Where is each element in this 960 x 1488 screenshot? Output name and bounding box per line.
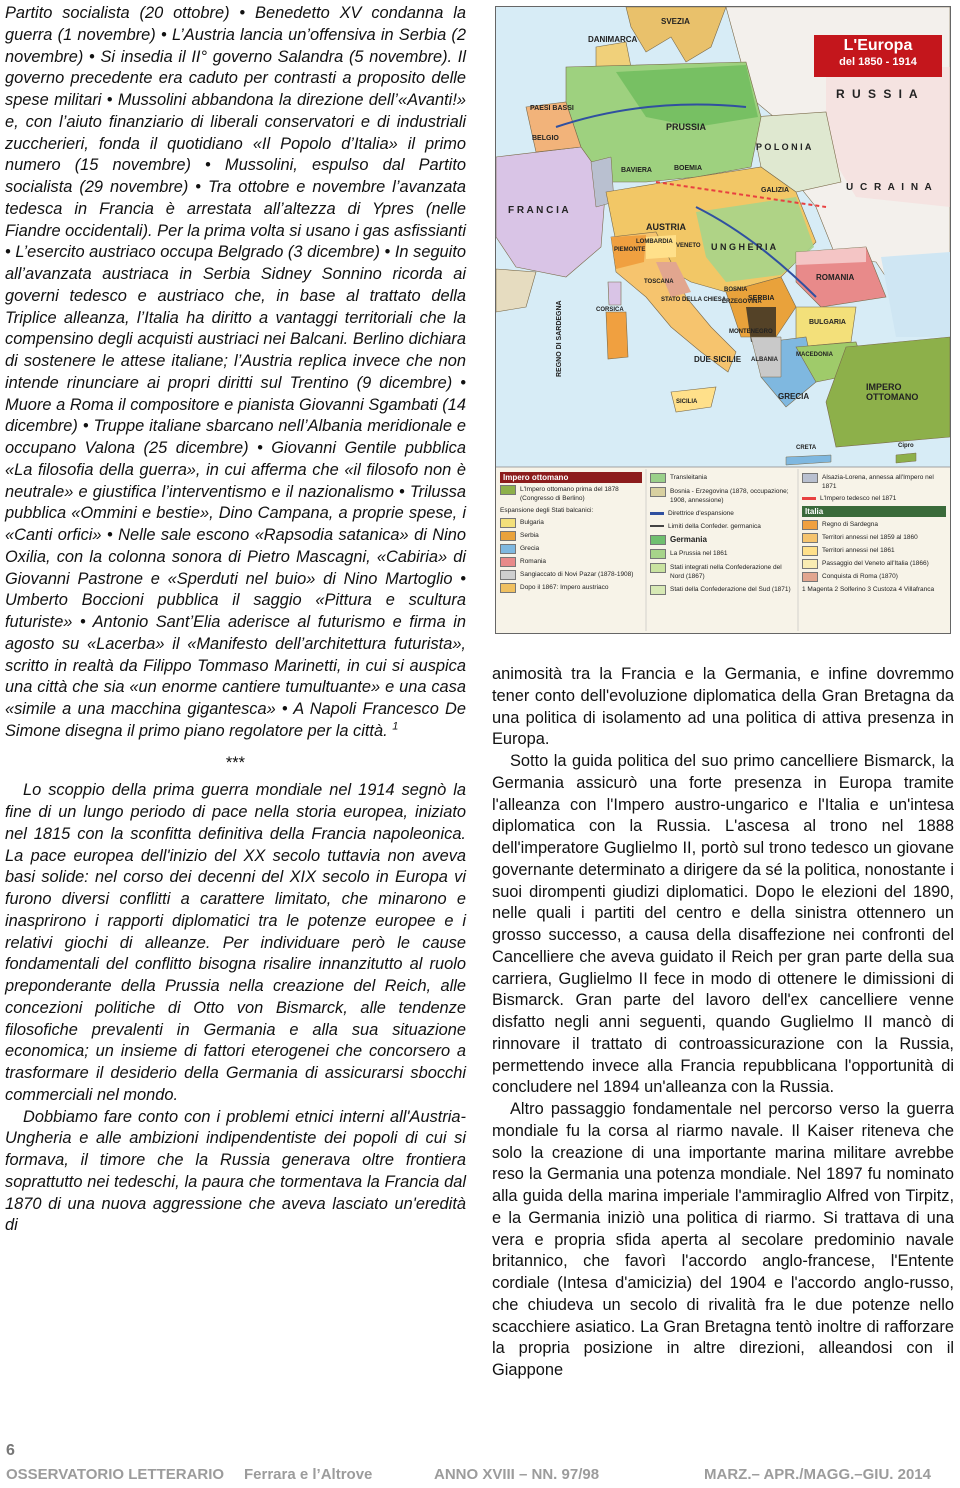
legend-item <box>500 506 642 515</box>
legend-swatch <box>500 544 516 554</box>
legend-label: Dopo il 1867: Impero austriaco <box>520 584 609 591</box>
label-sicilia: SICILIA <box>676 399 698 405</box>
legend-swatch <box>500 518 516 528</box>
legend-label: 1 Magenta 2 Solferino 3 Custoza 4 Villafranca <box>802 586 935 593</box>
legend-item <box>500 531 642 541</box>
legend-item <box>650 522 794 531</box>
legend-item <box>802 559 946 569</box>
legend-item <box>650 487 794 505</box>
label-romania: ROMANIA <box>816 273 855 282</box>
map-title-line-2: del 1850 - 1914 <box>839 56 917 68</box>
label-veneto: VENETO <box>676 243 701 249</box>
label-creta: CRETA <box>796 445 817 451</box>
legend-label: Territori annessi nel 1861 <box>822 547 895 554</box>
legend-swatch <box>650 525 664 527</box>
label-grecia: GRECIA <box>778 392 810 401</box>
legend-label: Passaggio del Veneto all'Italia (1866) <box>822 560 929 567</box>
map-title-line-1: L'Europa <box>843 37 913 54</box>
legend-label: L'Impero ottomano prima del 1878 (Congresso di Berlino) <box>520 486 619 502</box>
footer-place: Ferrara e l’Altrove <box>244 1466 373 1483</box>
legend-swatch <box>650 563 666 573</box>
label-albania: ALBANIA <box>751 357 778 363</box>
legend-swatch <box>802 497 816 500</box>
label-prussia: PRUSSIA <box>666 122 707 132</box>
legend-swatch <box>500 570 516 580</box>
legend-swatch <box>802 559 818 569</box>
label-ungheria: U N G H E R I A <box>711 242 777 252</box>
legend-swatch <box>650 487 666 497</box>
legend-item <box>650 473 794 483</box>
legend-label: Limiti della Confeder. germanica <box>668 523 761 530</box>
legend-item <box>500 518 642 528</box>
legend-label: Bulgaria <box>520 519 544 526</box>
label-toscana: TOSCANA <box>644 279 674 285</box>
legend-swatch <box>650 512 664 515</box>
legend-swatch <box>500 583 516 593</box>
right-paragraph-1: animosità tra la Francia e la Germania, e infine dovremmo tener conto dell'evoluzione diplomatica della Gran Bretagna da una politica di isolamento ad una politica di attiva presenza in Europa. <box>492 665 954 749</box>
article-paragraph-1: Lo scoppio della prima guerra mondiale nel 1914 segnò la fine di un lungo periodo di pace nella storia europea, iniziato nel 1815 con la sconfitta definitiva della Francia napoleonica. La pace europea dell'inizio del XX secolo tuttavia non aveva basi solide: nel corso dei decenni del XIX secolo in Europa vi furono diversi conflitti a carattere limitato, che minarono e inasprirono i rapporti diplomatici tra le potenze europee e i relativi giochi di alleanze. Per individuare però le cause fondamentali del conflitto bisogna risalire innanzitutto al ruolo preponderante della Prussia nella creazione del Reich, alle concezioni politiche di Otto von Bismarck, alle tendenze filosofiche prevalenti in Germania e alla sua situazione economica; un insieme di fattori eterogenei che concorsero a trasformare il desiderio della Germania di assicurarsi sbocchi commerciali nel mondo. <box>5 781 466 1104</box>
legend-swatch <box>802 546 818 556</box>
label-polonia: P O L O N I A <box>756 142 812 152</box>
label-serbia: SERBIA <box>748 295 775 302</box>
label-erzegovina: ERZEGOVINA <box>722 299 762 305</box>
label-piemonte: PIEMONTE <box>614 247 646 253</box>
legend-swatch <box>650 535 666 545</box>
legend-swatch <box>650 549 666 559</box>
footer-date: MARZ.– APR./MAGG.–GIU. 2014 <box>704 1466 931 1483</box>
legend-item <box>802 533 946 543</box>
label-impero-ottomano: IMPERO OTTOMANO <box>866 382 919 402</box>
legend-item <box>500 544 642 554</box>
label-due-sicilie: DUE SICILIE <box>694 355 742 364</box>
legend-right <box>802 473 946 597</box>
legend-label: Alsazia-Lorena, annessa all'Impero nel 1871 <box>822 474 934 490</box>
label-svezia: SVEZIA <box>661 17 690 26</box>
chronology-text: Partito socialista (20 ottobre) • Benedetto XV condanna la guerra (1 novembre) • L’Austria lancia un’offensiva in Serbia (2 novembre) • Si insedia il II° governo Salandra (5 novembre). Il governo precedente era caduto per contrasti a proposito delle spese militari • Mussolini abbandona la direzione dell’«Avanti!» e, con l’aiuto finanziario di liberali conservatori e di industriali zuccherieri, fonda il quotidiano «Il Popolo d’Italia» il primo numero (15 novembre) • Mussolini, espulso dal Partito socialista (29 novembre) • Tra ottobre e novembre l’avanzata tedesca in Francia è arrestata all’altezza di Ypres (nelle Fiandre occidentali). Per la prima volta si usano i gas asfissianti • L’esercito austriaco occupa Belgrado (3 dicembre) • In seguito all’avanzata austriaca in Serbia Sidney Sonnino ricorda ai governi tedesco e austriaco che, in base al trattato della Triplice alleanza, l’Italia ha diritto a vantaggi territoriali che la compensino degli acquisti austriaci nei Balcani. Berlino dichiara di sostenere le attese italiane; l’Austria replica invece che non intende rinunciare ai propri diritti sul Trentino (9 dicembre) • Muore a Roma il compositore e pianista Giovanni Sgambati (14 dicembre) • Truppe italiane sbarcano nell’Albania meridionale e occupano Valona (25 dicembre) • Giovanni Gentile pubblica «La filosofia della guerra», in cui afferma che «il filosofo non è neutrale» e giustifica l’interventismo e il nazionalismo • Trilussa pubblica «Ommini e bestie», Dino Campana, a proprie spese, i «Canti orfici» • Nelle sale escono «Rapsodia satanica» di Nino Oxilia, con la colonna sonora di Pietro Mascagni, «Cabiria» di Giovanni Pastrone e «Sperduti nel buio» di Nino Martoglio • Umberto Boccioni pubblica il saggio «Pittura e scultura futuriste» • Antonio Sant’Elia aderisce al futurismo e firma in agosto su «Lacerba» il «Manifesto dell’architettura futurista», scritto in realtà da Filippo Tommaso Marinetti, in cui si auspica una città che sia «un enorme cantiere tumultuante» e una casa «simile a una macchina gigantesca» • A Napoli Francesco De Simone disegna il primo piano regolatore per la città. <box>5 4 466 740</box>
label-bulgaria: BULGARIA <box>809 319 846 326</box>
legend-label: L'Impero tedesco nel 1871 <box>820 495 897 502</box>
label-baviera: BAVIERA <box>621 167 652 174</box>
label-bosnia: BOSNIA <box>724 287 748 293</box>
legend-label: Bosnia - Erzegovina (1878, occupazione; 1908, annessione) <box>670 488 789 504</box>
europe-map <box>495 6 951 634</box>
map-legend <box>496 469 950 633</box>
legend-item <box>802 520 946 530</box>
footer-journal: OSSERVATORIO LETTERARIO <box>6 1466 225 1483</box>
label-cipro: Cipro <box>898 443 914 449</box>
legend-label: Germania <box>670 535 707 544</box>
page-number: 6 <box>6 1442 15 1459</box>
legend-item <box>802 494 946 503</box>
legend-item <box>802 546 946 556</box>
label-danimarca: DANIMARCA <box>588 35 638 44</box>
page-footer <box>6 1462 956 1486</box>
legend-left-header: Impero ottomano <box>500 472 642 483</box>
label-lombardia: LOMBARDIA <box>636 239 673 245</box>
legend-item <box>500 570 642 580</box>
label-paesi-bassi: PAESI BASSI <box>530 105 574 112</box>
legend-middle <box>650 473 794 599</box>
right-paragraph-3: Altro passaggio fondamentale nel percorso verso la guerra mondiale fu la corsa al riarmo navale. Il Kaiser riteneva che solo la creazione di una importante marina militare avrebbe reso la Germania una potenza mondiale. Nel 1897 fu nominato alla guida della marina imperiale l'ammiraglio Alfred von Tirpitz, e la Germania iniziò una politica di riarmo. Si trattava di una vera e propria sfida aperta al secolare predominio navale britannico, che favorì l'accordo anglo-francese, l'Entente cordiale (Intesa d'amicizia) del 1904 e l'accordo anglo-russo, che chiudeva un secolo di rivalità fra le due potenze nello scacchiere asiatico. La Gran Bretagna tentò inoltre di rafforzare la propria posizione in altre direzioni, alleandosi con il Giappone <box>492 1100 954 1379</box>
label-belgio: BELGIO <box>532 135 559 142</box>
label-francia: F R A N C I A <box>508 205 569 216</box>
legend-item <box>802 572 946 582</box>
label-stato-chiesa: STATO DELLA CHIESA <box>661 297 727 303</box>
legend-label: Grecia <box>520 545 540 552</box>
legend-item <box>802 506 946 517</box>
legend-label: Italia <box>805 507 824 516</box>
legend-label: Stati della Confederazione del Sud (1871) <box>670 586 791 593</box>
legend-label: Romania <box>520 558 547 565</box>
legend-label: Sangiaccato di Novi Pazar (1878-1908) <box>520 571 634 578</box>
legend-item <box>650 585 794 595</box>
label-russia: R U S S I A <box>836 87 920 101</box>
chronology-paragraph <box>5 3 466 743</box>
footer-issue: ANNO XVIII – NN. 97/98 <box>434 1466 600 1483</box>
legend-item <box>650 509 794 518</box>
left-column <box>5 3 466 1237</box>
legend-swatch <box>650 473 666 483</box>
label-corsica: CORSICA <box>596 307 624 313</box>
legend-swatch <box>802 520 818 530</box>
section-separator: *** <box>225 753 246 772</box>
legend-label: Stati integrati nella Confederazione del Nord (1867) <box>670 564 782 580</box>
legend-item <box>500 485 642 503</box>
legend-label: Conquista di Roma (1870) <box>822 573 898 580</box>
legend-label: La Prussia nel 1861 <box>670 550 728 557</box>
label-sardegna: REGNO DI SARDEGNA <box>556 300 563 377</box>
label-austria: AUSTRIA <box>646 222 686 232</box>
legend-swatch <box>650 585 666 595</box>
label-ucraina: U C R A I N A <box>846 182 934 193</box>
legend-swatch <box>500 557 516 567</box>
label-boemia: BOEMIA <box>674 165 702 172</box>
legend-item <box>802 585 946 594</box>
right-column <box>492 664 954 1382</box>
legend-item <box>650 563 794 581</box>
legend-label: Transleitania <box>670 474 707 481</box>
legend-item <box>500 557 642 567</box>
legend-swatch <box>802 533 818 543</box>
legend-left <box>500 472 642 596</box>
legend-label: Serbia <box>520 532 539 539</box>
legend-swatch <box>802 572 818 582</box>
legend-label: Regno di Sardegna <box>822 521 879 528</box>
legend-item <box>802 473 946 491</box>
legend-swatch <box>500 531 516 541</box>
label-macedonia: MACEDONIA <box>796 352 833 358</box>
footnote-mark: 1 <box>392 720 399 733</box>
legend-label: Direttrice d'espansione <box>668 510 734 517</box>
label-galizia: GALIZIA <box>761 187 789 194</box>
legend-item <box>650 535 794 545</box>
article-paragraph-2: Dobbiamo fare conto con i problemi etnici interni all'Austria-Ungheria e alle ambizioni indipendentiste dei popoli di cui si formava, il timore che la Russia generava oltre frontiera soprattutto nei tedeschi, la paura che tormentava la Francia dal 1870 di una nuova aggressione che aveva lasciato un'eredità di <box>5 1107 466 1235</box>
legend-label: Espansione degli Stati balcanici: <box>500 507 594 514</box>
legend-label: Territori annessi nel 1859 al 1860 <box>822 534 918 541</box>
legend-swatch <box>802 473 818 483</box>
legend-item <box>500 583 642 593</box>
label-montenegro: MONTENEGRO <box>729 329 773 335</box>
right-paragraph-2: Sotto la guida politica del suo primo cancelliere Bismarck, la Germania assicurò una forte presenza in Europa tramite l'alleanza con l'Impero austro-ungarico e l'Italia e un'intesa diplomatica con la Russia. L'ascesa al trono nel 1888 dell'imperatore Guglielmo II, portò sul trono tedesco un giovane governante determinato a dirigere da sé la politica, nonostante i suoi dirompenti giudizi diplomatici. Dopo le elezioni del 1890, nelle quali i partiti del centro e della sinistra ottennero un grosso successo, a causa della disaffezione nei confronti del Cancelliere che aveva guidato il Reich per gran parte della sua carriera, Guglielmo II fece in modo di ottenere le dimissioni di Bismarck. Gran parte del lavoro dell'ex cancelliere venne disfatto negli anni seguenti, quando Guglielmo II mancò di rinnovare il trattato di controassicurazione con la Russia, permettendo invece alla Francia repubblicana l'opportunità di concludere nel 1894 un'alleanza con la Russia. <box>492 752 954 1097</box>
legend-item <box>650 549 794 559</box>
legend-swatch <box>500 485 516 495</box>
